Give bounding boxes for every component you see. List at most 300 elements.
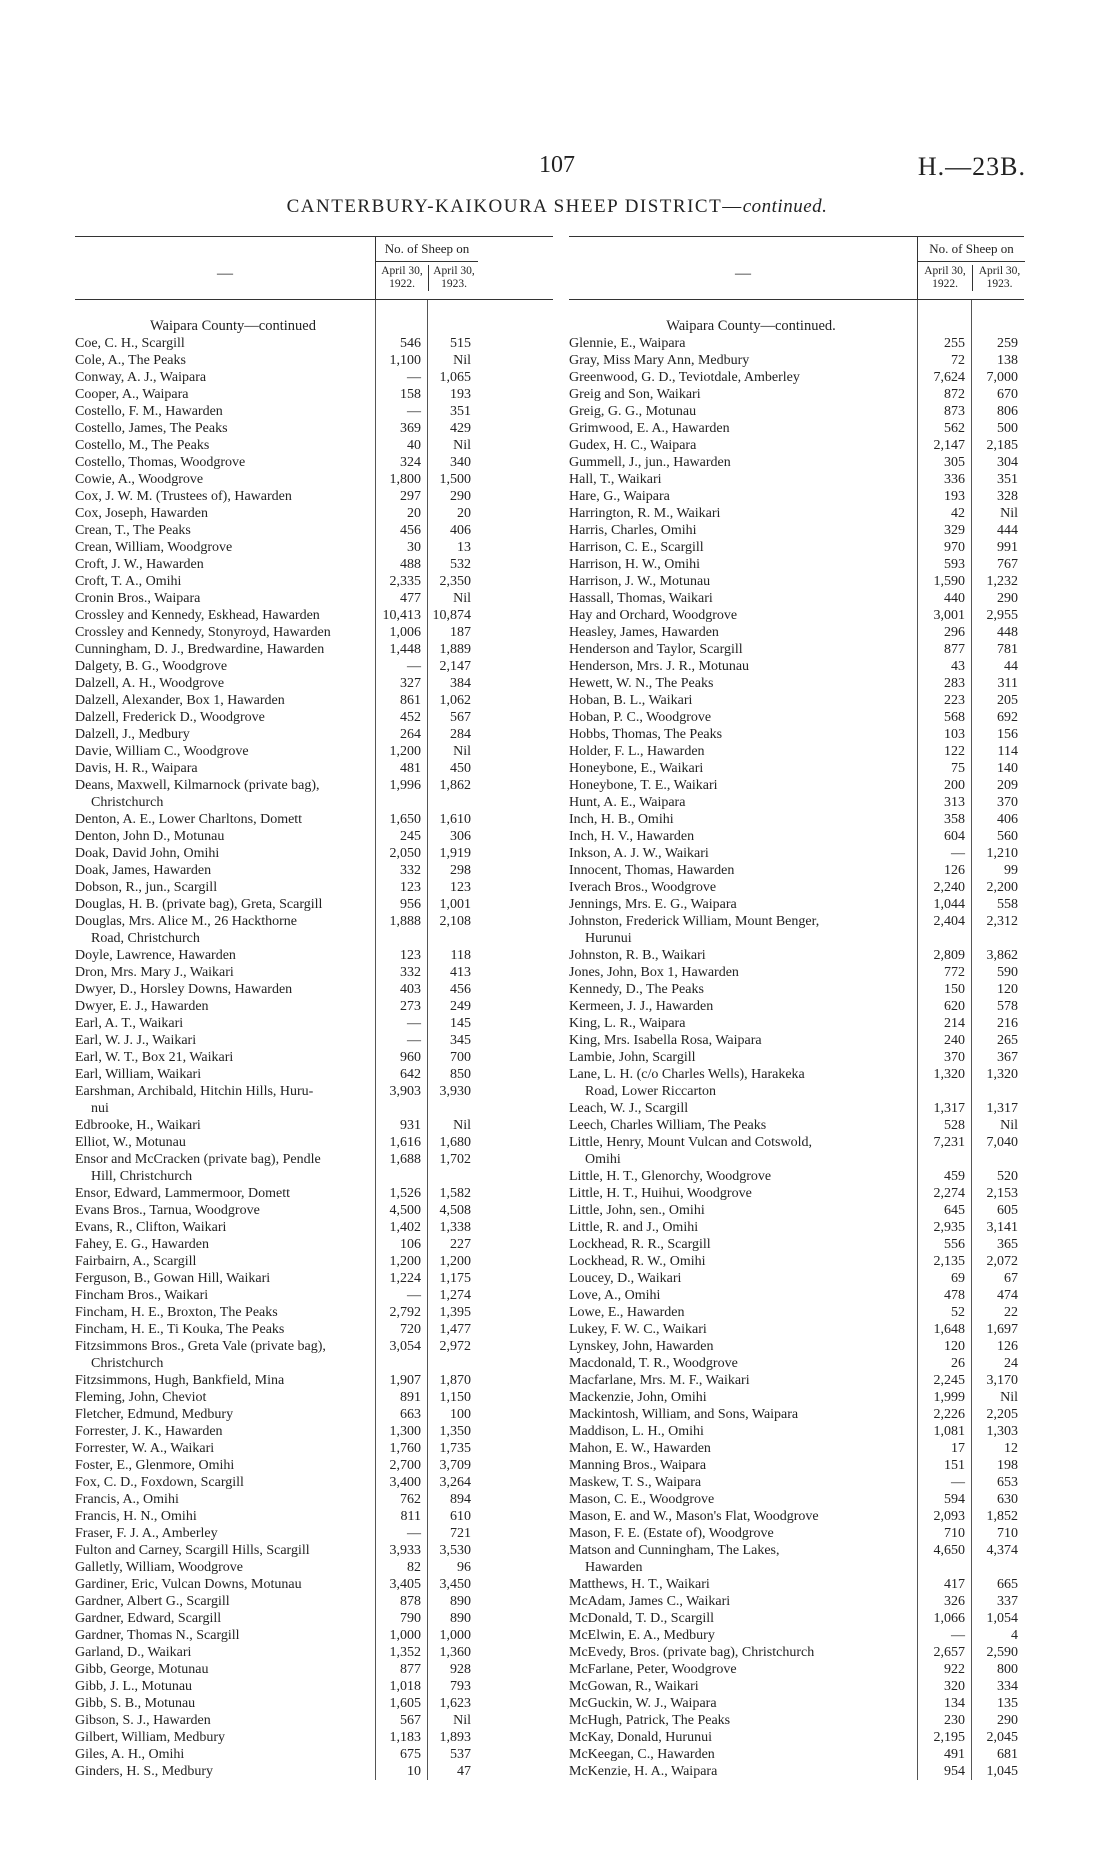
sheep-1923: 1,680 <box>439 1135 471 1150</box>
holder-name: Costello, M., The Peaks <box>75 438 210 453</box>
holder-name: Francis, A., Omihi <box>75 1492 179 1507</box>
sheep-1923: 290 <box>997 591 1018 606</box>
sheep-1923: 1,919 <box>439 846 471 861</box>
document-code: H.—23B. <box>917 152 1026 181</box>
holder-name: McFarlane, Peter, Woodgrove <box>569 1662 737 1677</box>
holder-name: Gray, Miss Mary Ann, Medbury <box>569 353 750 368</box>
page-number: 107 <box>539 152 575 178</box>
table-row <box>75 692 553 709</box>
sheep-1923: 2,200 <box>986 880 1018 895</box>
holder-name: Gibb, S. B., Motunau <box>75 1696 196 1711</box>
holder-name: Fulton and Carney, Scargill Hills, Scargill <box>75 1543 310 1558</box>
holder-name: Gummell, J., jun., Hawarden <box>569 455 731 470</box>
table-row <box>569 1151 1024 1168</box>
table-row <box>569 505 1024 522</box>
sheep-1923: 337 <box>997 1594 1018 1609</box>
column-rule <box>375 300 376 1780</box>
table-row <box>569 369 1024 386</box>
holder-name: McKay, Donald, Hurunui <box>569 1730 712 1745</box>
table-header <box>75 236 553 300</box>
sheep-1923: 1,697 <box>986 1322 1018 1337</box>
holder-name: Costello, Thomas, Woodgrove <box>75 455 246 470</box>
table-row <box>75 369 553 386</box>
sheep-1923: 1,045 <box>986 1764 1018 1779</box>
table-row <box>569 454 1024 471</box>
table-row <box>75 794 553 811</box>
holder-name: Cronin Bros., Waipara <box>75 591 201 606</box>
holder-name: Dwyer, D., Horsley Downs, Hawarden <box>75 982 293 997</box>
table-row <box>569 1202 1024 1219</box>
table-row <box>75 1542 553 1559</box>
table-row <box>75 607 553 624</box>
sheep-1922: 150 <box>944 982 965 997</box>
sheep-1922: 1,688 <box>389 1152 421 1167</box>
sheep-1922: 75 <box>951 761 965 776</box>
sheep-1922: — <box>407 404 421 419</box>
sheep-1922: 297 <box>400 489 421 504</box>
sheep-1922: 3,903 <box>389 1084 421 1099</box>
table-row <box>75 1117 553 1134</box>
sheep-1923: 47 <box>457 1764 471 1779</box>
table-row <box>75 709 553 726</box>
holder-name: Lynskey, John, Hawarden <box>569 1339 714 1354</box>
table-row <box>75 1508 553 1525</box>
holder-name: Fahey, E. G., Hawarden <box>75 1237 209 1252</box>
sheep-1923: 370 <box>997 795 1018 810</box>
sheep-1923: 1,317 <box>986 1101 1018 1116</box>
table-row <box>569 658 1024 675</box>
holder-name: Earl, W. T., Box 21, Waikari <box>75 1050 234 1065</box>
sheep-1922: 4,650 <box>933 1543 965 1558</box>
holder-name: Greig and Son, Waikari <box>569 387 701 402</box>
sheep-1923: 138 <box>997 353 1018 368</box>
holder-name: Fincham Bros., Waikari <box>75 1288 209 1303</box>
left-table <box>75 236 553 1780</box>
table-row <box>569 1610 1024 1627</box>
holder-name: Mason, F. E. (Estate of), Woodgrove <box>569 1526 774 1541</box>
table-row <box>569 1406 1024 1423</box>
sheep-1923: 520 <box>997 1169 1018 1184</box>
sheep-1923: Nil <box>1000 1118 1018 1133</box>
sheep-1922: — <box>951 1475 965 1490</box>
sheep-1922: 7,624 <box>933 370 965 385</box>
sheep-1923: 290 <box>997 1713 1018 1728</box>
sheep-1922: 567 <box>400 1713 421 1728</box>
holder-name: Holder, F. L., Hawarden <box>569 744 705 759</box>
holder-name: Evans Bros., Tarnua, Woodgrove <box>75 1203 260 1218</box>
holder-name: Fincham, H. E., Broxton, The Peaks <box>75 1305 278 1320</box>
table-row <box>569 1287 1024 1304</box>
sheep-1922: — <box>407 1288 421 1303</box>
holder-name: Manning Bros., Waipara <box>569 1458 707 1473</box>
table-row <box>569 1304 1024 1321</box>
sheep-1922: 452 <box>400 710 421 725</box>
holder-name: Gardner, Thomas N., Scargill <box>75 1628 240 1643</box>
sheep-1923: 22 <box>1004 1305 1018 1320</box>
holder-name: Douglas, Mrs. Alice M., 26 Hackthorne <box>75 914 298 929</box>
holder-name: Inch, H. V., Hawarden <box>569 829 695 844</box>
sheep-1923: 100 <box>450 1407 471 1422</box>
sheep-1922: 811 <box>400 1509 421 1524</box>
sheep-1923: 1,000 <box>439 1628 471 1643</box>
table-row <box>75 1406 553 1423</box>
table-row <box>75 1661 553 1678</box>
sheep-1922: 214 <box>944 1016 965 1031</box>
table-row <box>569 1423 1024 1440</box>
table-row <box>75 1678 553 1695</box>
sheep-1922: 663 <box>400 1407 421 1422</box>
table-row <box>569 947 1024 964</box>
sheep-1922: 1,605 <box>389 1696 421 1711</box>
sheep-1923: 2,590 <box>986 1645 1018 1660</box>
holder-name: Little, R. and J., Omihi <box>569 1220 699 1235</box>
sheep-1922: 1,200 <box>389 744 421 759</box>
sheep-1923: 3,141 <box>986 1220 1018 1235</box>
sheep-1923: 515 <box>450 336 471 351</box>
holder-name: Cowie, A., Woodgrove <box>75 472 204 487</box>
holder-name: Lambie, John, Scargill <box>569 1050 696 1065</box>
holder-name: Road, Christchurch <box>91 931 200 946</box>
sheep-1923: 1,274 <box>439 1288 471 1303</box>
table-row <box>569 1066 1024 1083</box>
table-row <box>75 1032 553 1049</box>
sheep-1923: 567 <box>450 710 471 725</box>
sheep-1923: 126 <box>997 1339 1018 1354</box>
sheep-1923: 692 <box>997 710 1018 725</box>
sheep-1922: 2,335 <box>389 574 421 589</box>
holder-name: Doyle, Lawrence, Hawarden <box>75 948 236 963</box>
sheep-1922: 42 <box>951 506 965 521</box>
sheep-1922: 1,800 <box>389 472 421 487</box>
table-row <box>569 1032 1024 1049</box>
holder-name: Conway, A. J., Waipara <box>75 370 207 385</box>
table-row <box>569 1729 1024 1746</box>
sheep-1922: 2,050 <box>389 846 421 861</box>
holder-name: Innocent, Thomas, Hawarden <box>569 863 735 878</box>
holder-name: Mackenzie, John, Omihi <box>569 1390 707 1405</box>
table-row <box>569 607 1024 624</box>
holder-name: Evans, R., Clifton, Waikari <box>75 1220 227 1235</box>
sheep-1922: 43 <box>951 659 965 674</box>
sheep-1922: 2,245 <box>933 1373 965 1388</box>
column-rule <box>971 300 972 1780</box>
sheep-1922: 255 <box>944 336 965 351</box>
sheep-1923: 351 <box>997 472 1018 487</box>
sheep-1923: 114 <box>997 744 1018 759</box>
holder-name: King, Mrs. Isabella Rosa, Waipara <box>569 1033 762 1048</box>
table-row <box>569 352 1024 369</box>
sheep-1922: 327 <box>400 676 421 691</box>
sheep-1922: 556 <box>944 1237 965 1252</box>
sheep-1922 <box>917 1083 971 1100</box>
table-row <box>569 964 1024 981</box>
sheep-1923: 311 <box>997 676 1018 691</box>
sheep-1923: 205 <box>997 693 1018 708</box>
table-row <box>569 1355 1024 1372</box>
table-row <box>75 947 553 964</box>
sheep-1923 <box>971 1559 1024 1576</box>
sheep-1922: 960 <box>400 1050 421 1065</box>
sheep-1922: 922 <box>944 1662 965 1677</box>
sheep-1923: 653 <box>997 1475 1018 1490</box>
sheep-1923: 406 <box>997 812 1018 827</box>
sheep-1923: 140 <box>997 761 1018 776</box>
table-row <box>75 1253 553 1270</box>
holder-name: Deans, Maxwell, Kilmarnock (private bag), <box>75 778 320 793</box>
table-row <box>75 1304 553 1321</box>
table-row <box>569 879 1024 896</box>
sheep-1922: 2,935 <box>933 1220 965 1235</box>
sheep-1923: 2,147 <box>439 659 471 674</box>
sheep-1922: 2,657 <box>933 1645 965 1660</box>
sheep-1922: 2,135 <box>933 1254 965 1269</box>
holder-name: Christchurch <box>91 1356 164 1371</box>
holder-name: Foster, E., Glenmore, Omihi <box>75 1458 235 1473</box>
table-row <box>75 1015 553 1032</box>
holder-name: Grimwood, E. A., Hawarden <box>569 421 730 436</box>
table-row <box>75 539 553 556</box>
sheep-1922: 332 <box>400 965 421 980</box>
sheep-1923 <box>971 1083 1024 1100</box>
table-row <box>569 1219 1024 1236</box>
table-row <box>75 1525 553 1542</box>
table-row <box>569 743 1024 760</box>
table-row <box>569 1644 1024 1661</box>
sheep-1922 <box>375 794 427 811</box>
sheep-1922: 72 <box>951 353 965 368</box>
sheep-1923: 12 <box>1004 1441 1018 1456</box>
sheep-1922: 273 <box>400 999 421 1014</box>
table-row <box>75 1457 553 1474</box>
table-row <box>75 777 553 794</box>
holder-name: Fairbairn, A., Scargill <box>75 1254 197 1269</box>
sheep-1923: 3,450 <box>439 1577 471 1592</box>
table-row <box>569 777 1024 794</box>
sheep-1923: 2,205 <box>986 1407 1018 1422</box>
sheep-1923: 850 <box>450 1067 471 1082</box>
table-row <box>569 692 1024 709</box>
sheep-1923: 2,972 <box>439 1339 471 1354</box>
table-row <box>75 1168 553 1185</box>
sheep-1922: 675 <box>400 1747 421 1762</box>
sheep-1923: 209 <box>997 778 1018 793</box>
table-row <box>569 573 1024 590</box>
sheep-1922: 26 <box>951 1356 965 1371</box>
sheep-1922: 861 <box>400 693 421 708</box>
sheep-1922: 877 <box>400 1662 421 1677</box>
holder-name: Honeybone, T. E., Waikari <box>569 778 718 793</box>
sheep-1922: 10 <box>407 1764 421 1779</box>
holder-name: McAdam, James C., Waikari <box>569 1594 731 1609</box>
sheep-1923: 1,054 <box>986 1611 1018 1626</box>
table-row <box>75 1083 553 1100</box>
holder-name: Harrington, R. M., Waikari <box>569 506 721 521</box>
sheep-1922 <box>375 1355 427 1372</box>
sheep-1922: 417 <box>944 1577 965 1592</box>
table-row <box>569 1712 1024 1729</box>
holder-name: Hobbs, Thomas, The Peaks <box>569 727 723 742</box>
holder-name: Macdonald, T. R., Woodgrove <box>569 1356 738 1371</box>
sheep-1923: 1,862 <box>439 778 471 793</box>
sheep-1922: 358 <box>944 812 965 827</box>
table-row <box>75 743 553 760</box>
table-row <box>569 1576 1024 1593</box>
table-row <box>75 1610 553 1627</box>
sheep-1922: 456 <box>400 523 421 538</box>
sheep-1922: 772 <box>944 965 965 980</box>
holder-name: Lockhead, R. R., Scargill <box>569 1237 711 1252</box>
sheep-1923: 67 <box>1004 1271 1018 1286</box>
table-row <box>569 1134 1024 1151</box>
table-row <box>75 896 553 913</box>
table-row <box>569 488 1024 505</box>
header-col-1922: April 30, 1922. <box>381 265 423 290</box>
sheep-1922: 594 <box>944 1492 965 1507</box>
sheep-1923: 284 <box>450 727 471 742</box>
sheep-1922: 1,907 <box>389 1373 421 1388</box>
sheep-1923: 1,893 <box>439 1730 471 1745</box>
table-row <box>569 1440 1024 1457</box>
sheep-1922: 1,616 <box>389 1135 421 1150</box>
table-row <box>569 1236 1024 1253</box>
header-no-of-sheep: No. of Sheep on <box>918 241 1025 262</box>
table-row <box>569 930 1024 947</box>
table-row <box>569 1049 1024 1066</box>
holder-name: Loucey, D., Waikari <box>569 1271 682 1286</box>
sheep-1922: 158 <box>400 387 421 402</box>
sheep-1922: 488 <box>400 557 421 572</box>
sheep-1922: 336 <box>944 472 965 487</box>
table-row <box>75 1270 553 1287</box>
table-row <box>75 930 553 947</box>
sheep-1922: 245 <box>400 829 421 844</box>
holder-name: Lane, L. H. (c/o Charles Wells), Harakeka <box>569 1067 805 1082</box>
sheep-1923: 7,000 <box>986 370 1018 385</box>
holder-name: Hall, T., Waikari <box>569 472 662 487</box>
sheep-1923: 4 <box>1011 1628 1018 1643</box>
sheep-1923: 700 <box>450 1050 471 1065</box>
holder-name: Croft, T. A., Omihi <box>75 574 182 589</box>
sheep-1923: 351 <box>450 404 471 419</box>
sheep-1923: 610 <box>450 1509 471 1524</box>
sheep-1923: 558 <box>997 897 1018 912</box>
sheep-1922: 2,240 <box>933 880 965 895</box>
table-row <box>569 335 1024 352</box>
sheep-1923: 304 <box>997 455 1018 470</box>
table-row <box>569 1627 1024 1644</box>
holder-name: Maskew, T. S., Waipara <box>569 1475 702 1490</box>
holder-name: Gilbert, William, Medbury <box>75 1730 226 1745</box>
holder-name: Hoban, B. L., Waikari <box>569 693 693 708</box>
sheep-1922: 305 <box>944 455 965 470</box>
holder-name: Gudex, H. C., Waipara <box>569 438 697 453</box>
holder-name: Greig, G. G., Motunau <box>569 404 697 419</box>
sheep-1922: 642 <box>400 1067 421 1082</box>
table-row <box>75 1049 553 1066</box>
sheep-1923: 44 <box>1004 659 1018 674</box>
sheep-count-header <box>917 237 1025 299</box>
table-row <box>569 437 1024 454</box>
holder-name: Fraser, F. J. A., Amberley <box>75 1526 218 1541</box>
sheep-1923: 3,170 <box>986 1373 1018 1388</box>
sheep-1923: 448 <box>997 625 1018 640</box>
sheep-1923: 578 <box>997 999 1018 1014</box>
table-row <box>569 1678 1024 1695</box>
table-row <box>75 488 553 505</box>
holder-name: Gibb, J. L., Motunau <box>75 1679 193 1694</box>
table-row <box>569 1015 1024 1032</box>
sheep-1922: 123 <box>400 880 421 895</box>
holder-name: Henderson and Taylor, Scargill <box>569 642 743 657</box>
sheep-1923: Nil <box>453 1118 471 1133</box>
column-rule <box>917 300 918 1780</box>
holder-name: Heasley, James, Hawarden <box>569 625 719 640</box>
table-row <box>75 403 553 420</box>
sheep-1923: 1,350 <box>439 1424 471 1439</box>
table-row <box>75 1134 553 1151</box>
table-row <box>569 471 1024 488</box>
sheep-1923: 156 <box>997 727 1018 742</box>
sheep-1923: Nil <box>453 353 471 368</box>
holder-name: Jones, John, Box 1, Hawarden <box>569 965 739 980</box>
table-row <box>569 403 1024 420</box>
sheep-1922: 528 <box>944 1118 965 1133</box>
table-row <box>75 811 553 828</box>
sheep-1922: 4,500 <box>389 1203 421 1218</box>
sheep-1922: 151 <box>944 1458 965 1473</box>
sheep-1923 <box>427 794 477 811</box>
sheep-1923 <box>427 1355 477 1372</box>
sheep-1923: 2,153 <box>986 1186 1018 1201</box>
table-body <box>569 300 1024 1780</box>
holder-name: nui <box>91 1101 109 1116</box>
holder-name: Hare, G., Waipara <box>569 489 670 504</box>
sheep-1922: 1,000 <box>389 1628 421 1643</box>
holder-name: McKeegan, C., Hawarden <box>569 1747 715 1762</box>
sheep-1922: 1,402 <box>389 1220 421 1235</box>
sheep-1922: 2,700 <box>389 1458 421 1473</box>
table-row <box>75 352 553 369</box>
sheep-1923: 306 <box>450 829 471 844</box>
holder-name: Matthews, H. T., Waikari <box>569 1577 710 1592</box>
sheep-1923: 1,477 <box>439 1322 471 1337</box>
sheep-1922: 1,648 <box>933 1322 965 1337</box>
holder-name: Hurunui <box>585 931 632 946</box>
sheep-1923: 10,874 <box>432 608 471 623</box>
sheep-1923: 1,870 <box>439 1373 471 1388</box>
table-row <box>75 658 553 675</box>
holder-name: Little, Henry, Mount Vulcan and Cotswold, <box>569 1135 812 1150</box>
holder-name: Johnston, R. B., Waikari <box>569 948 706 963</box>
table-row <box>569 760 1024 777</box>
sheep-1922: 956 <box>400 897 421 912</box>
table-row <box>75 1389 553 1406</box>
table-row <box>569 1083 1024 1100</box>
sheep-1922: 296 <box>944 625 965 640</box>
sheep-1923: 265 <box>997 1033 1018 1048</box>
table-row <box>75 624 553 641</box>
sheep-1922: 20 <box>407 506 421 521</box>
sheep-1923: Nil <box>453 1713 471 1728</box>
holder-name: Garland, D., Waikari <box>75 1645 192 1660</box>
sheep-1923: 894 <box>450 1492 471 1507</box>
sheep-1922: 970 <box>944 540 965 555</box>
sheep-1922: 1,006 <box>389 625 421 640</box>
sheep-1922: 878 <box>400 1594 421 1609</box>
sheep-1923: 216 <box>997 1016 1018 1031</box>
sheep-1922: 193 <box>944 489 965 504</box>
holder-name: Mackintosh, William, and Sons, Waipara <box>569 1407 799 1422</box>
